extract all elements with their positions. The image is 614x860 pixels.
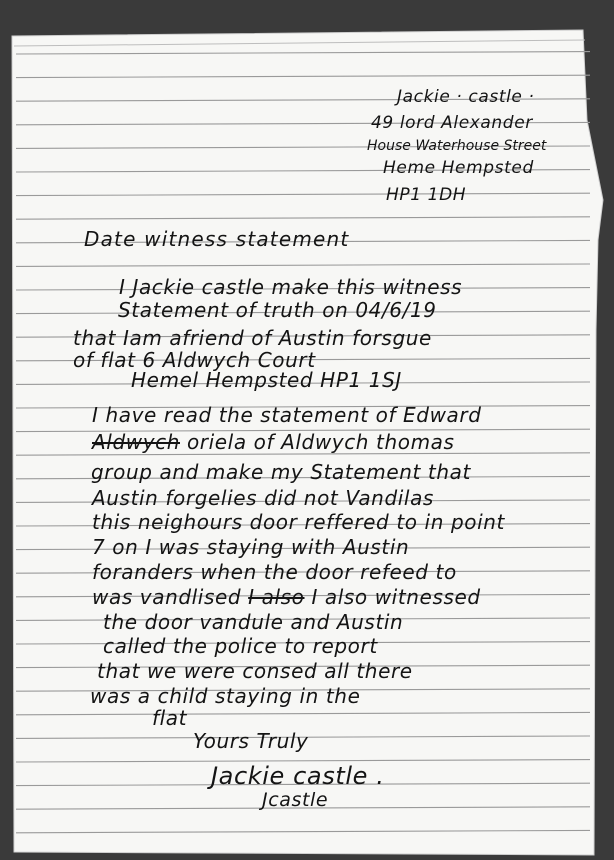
body-line: Austin forgelies did not Vandilas bbox=[92, 486, 434, 510]
signature-initials: Jcastle bbox=[262, 789, 329, 811]
body-line: foranders when the door refeed to bbox=[92, 560, 457, 584]
intro-line: Statement of truth on 04/6/19 bbox=[118, 298, 437, 322]
struck-word: Aldwych bbox=[92, 430, 180, 454]
address-name: Jackie · castle · bbox=[397, 87, 535, 107]
body-line: 7 on I was staying with Austin bbox=[92, 535, 410, 559]
body-line: called the police to report bbox=[103, 634, 378, 658]
intro-line: that Iam afriend of Austin forsgue bbox=[73, 326, 432, 350]
closing: Yours Truly bbox=[193, 729, 309, 753]
struck-word: I also bbox=[248, 585, 305, 609]
body-line: this neighours door reffered to in point bbox=[92, 510, 505, 534]
statement-title: Date witness statement bbox=[84, 227, 350, 251]
body-line: I have read the statement of Edward bbox=[92, 403, 482, 427]
body-line bbox=[92, 587, 481, 607]
body-line: that we were consed all there bbox=[97, 659, 413, 683]
address-line-3: Heme Hempsted bbox=[383, 158, 534, 178]
signature-name: Jackie castle . bbox=[211, 762, 385, 790]
body-text: I also witnessed bbox=[304, 585, 481, 609]
address-line-2: House Waterhouse Street bbox=[367, 138, 547, 154]
body-line: was a child staying in the bbox=[90, 684, 361, 708]
body-line: group and make my Statement that bbox=[91, 460, 471, 484]
body-text: oriela of Aldwych thomas bbox=[180, 430, 455, 454]
body-text: was vandlised bbox=[92, 585, 249, 609]
body-line: flat bbox=[152, 706, 188, 730]
address-line-1: 49 lord Alexander bbox=[371, 113, 533, 133]
body-line: the door vandule and Austin bbox=[103, 610, 404, 634]
intro-line: I Jackie castle make this witness bbox=[119, 275, 463, 299]
address-line-4: HP1 1DH bbox=[386, 185, 467, 205]
body-line bbox=[92, 432, 455, 452]
intro-line: Hemel Hempsted HP1 1SJ bbox=[131, 368, 402, 392]
intro-line: of flat 6 Aldwych Court bbox=[73, 348, 316, 372]
